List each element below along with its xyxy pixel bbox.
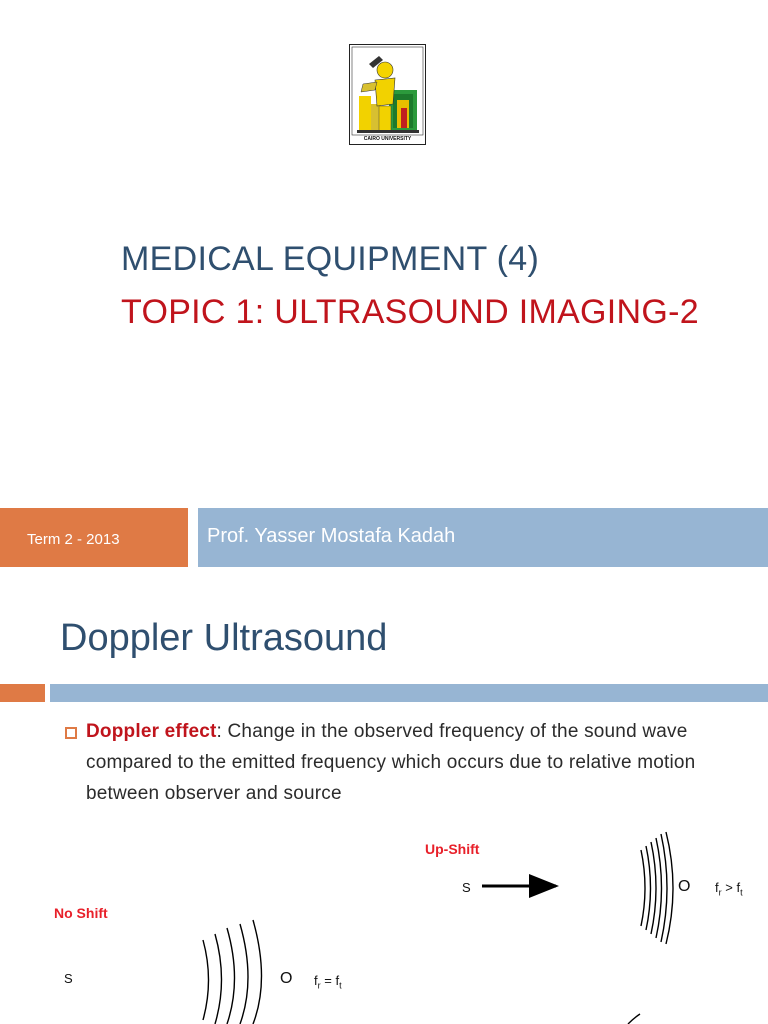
no-shift-wavefronts [203, 920, 262, 1024]
no-shift-label: No Shift [54, 905, 108, 921]
slide-title: Doppler Ultrasound [60, 617, 388, 659]
course-title: MEDICAL EQUIPMENT (4) [121, 240, 540, 278]
up-shift-wavefronts [641, 832, 673, 944]
author-name: Prof. Yasser Mostafa Kadah [207, 525, 456, 547]
no-shift-observer: O [280, 970, 293, 987]
up-shift-relation: $f_r > f_t$ [715, 880, 743, 898]
bullet-text: : Change in the observed frequency of the sound wave compared to the emitted frequency which occurs due to relative motion between observer and source [86, 721, 696, 804]
wavefront-partial [628, 1014, 640, 1024]
logo-caption: CAIRO UNIVERSITY [363, 136, 412, 142]
up-shift-label: Up-Shift [425, 841, 480, 857]
no-shift-relation: $f_r = f_t$ [314, 973, 342, 991]
topic-title: TOPIC 1: ULTRASOUND IMAGING-2 [121, 293, 699, 331]
up-shift-observer: O [678, 878, 691, 895]
no-shift-source: S [64, 971, 73, 986]
term-label: Term 2 - 2013 [27, 531, 120, 548]
bullet-term: Doppler effect [86, 721, 217, 742]
up-shift-source: S [462, 880, 471, 895]
